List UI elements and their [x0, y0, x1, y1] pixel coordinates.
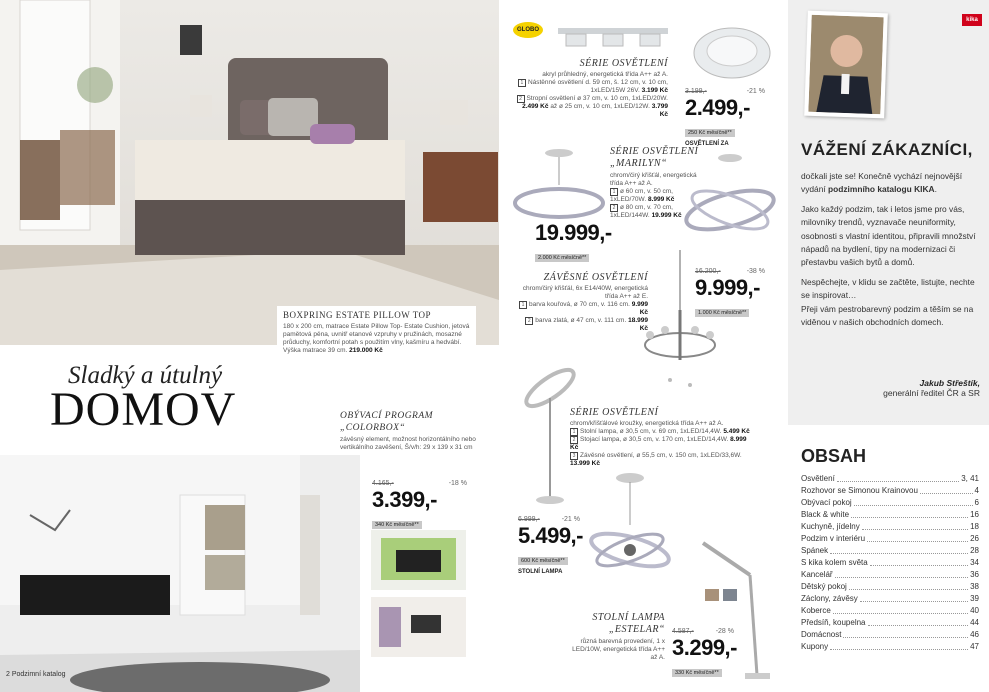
toc-page: 16 — [970, 510, 979, 519]
marilyn-price: 19.999,- — [535, 220, 612, 245]
living-room-photo — [0, 455, 360, 692]
za-price: 2.499,- — [685, 95, 750, 120]
toc-leader — [860, 593, 968, 602]
serie1-title: SÉRIE OSVĚTLENÍ — [579, 58, 668, 69]
toc-label: Podzim v interiéru — [801, 534, 866, 543]
colorbox-discount: -18 % — [448, 480, 467, 487]
welcome-paragraph-4: Přeji vám pestrobarevný podzim a těším se na viděnou v našich obchodních domech. — [801, 303, 974, 328]
toc-page: 28 — [970, 546, 979, 555]
estelar-discount: -28 % — [715, 628, 734, 635]
serie3-block — [570, 407, 755, 468]
toc-leader — [868, 617, 969, 626]
toc-row — [801, 641, 979, 653]
toc-label: Koberce — [801, 606, 831, 615]
toc-page: 18 — [970, 522, 979, 531]
toc-page: 34 — [970, 558, 979, 567]
toc-row — [801, 473, 979, 485]
stolni-discount: -21 % — [561, 516, 580, 523]
stolni-monthly: 600 Kč měsíčně** — [518, 557, 568, 565]
zavesne-monthly: 1.000 Kč měsíčně** — [695, 309, 749, 317]
toc-leader — [854, 497, 973, 506]
stolni-price-block — [518, 516, 583, 575]
welcome-text — [801, 170, 979, 329]
toc-row — [801, 629, 979, 641]
serie1-block — [513, 58, 668, 119]
welcome-heading: VÁŽENÍ ZÁKAZNÍCI, — [801, 140, 973, 159]
estelar-block — [565, 612, 665, 662]
toc-row — [801, 593, 979, 605]
toc-label: Black & white — [801, 510, 850, 519]
toc-row — [801, 497, 979, 509]
toc-page: 46 — [970, 630, 979, 639]
toc-label: Rozhovor se Simonou Krainovou — [801, 486, 918, 495]
estelar-monthly: 330 Kč měsíčně** — [672, 669, 722, 677]
serie3-item2: 2 Stojací lampa, ø 30,5 cm, v. 170 cm, 1xLED/14,4W. 8.999 Kč — [570, 436, 747, 451]
toc-label: Osvětlení — [801, 474, 835, 483]
serie3-title: SÉRIE OSVĚTLENÍ — [570, 407, 659, 418]
toc-leader — [833, 605, 968, 614]
wall-light-image — [558, 24, 668, 48]
ring-pendant-image — [585, 470, 675, 585]
globo-logo: GLOBO — [513, 22, 543, 38]
toc-page: 47 — [970, 642, 979, 651]
toc-leader — [870, 557, 968, 566]
toc-row — [801, 521, 979, 533]
toc-label: Obývací pokoj — [801, 498, 852, 507]
toc-row — [801, 617, 979, 629]
product-caption-box — [277, 306, 476, 368]
toc-label: Kupony — [801, 642, 829, 651]
colorbox-thumb-purple — [371, 597, 466, 657]
serie3-item3: 3 Závěsné osvětlení, ø 55,5 cm, v. 150 cm, 1xLED/33,6W. 13.999 Kč — [570, 452, 742, 467]
zavesne-old-price: 16.200,- — [695, 268, 721, 275]
welcome-paragraph-3: Nespěchejte, v klidu se začtěte, listujte, nechte se inspirovat… — [801, 276, 975, 301]
toc-leader — [837, 473, 959, 482]
toc-label: Kancelář — [801, 570, 833, 579]
serie1-desc: akryl průhledný, energetická třída A++ až A. — [542, 71, 668, 78]
welcome-paragraph-1: dočkali jste se! Konečně vychází nejnovější vydání podzimního katalogu KIKA. — [801, 171, 963, 195]
zavesne-item1: 1 barva kouřová, ø 70 cm, v. 116 cm. 9.999 Kč — [518, 301, 648, 317]
obsah-title: OBSAH — [801, 446, 867, 466]
colorbox-price-block — [372, 480, 467, 531]
zavesne-desc: chrom/čirý křišťál, 6x E14/40W, energetická třída A++ až E. — [522, 285, 648, 300]
colorbox-old-price: 4.165,- — [372, 480, 394, 487]
marilyn-desc: chrom/čirý křišťál, energetická třída A++ až A. — [610, 172, 697, 187]
toc-leader — [862, 521, 968, 530]
colorbox-title: OBÝVACÍ PROGRAM „COLORBOX“ — [340, 411, 434, 433]
headline-big: DOMOV — [50, 383, 237, 436]
toc-page: 3, 41 — [961, 474, 979, 483]
product-desc: 180 x 200 cm, matrace Estate Pillow Top- Estate Cushion, jetová pamětová pěna, uvnitř etanové vzpruhy v pružinách, mosazné průduchy, komfortní potah s použitím vlny, kašmíru a hedvábí. Výška matrace 39 cm. 219.000 Kč — [283, 323, 470, 354]
toc-page: 44 — [970, 618, 979, 627]
page-footer: 2 Podzimní katalog — [6, 671, 66, 678]
toc-row — [801, 581, 979, 593]
marilyn-item2: 2 ø 80 cm, v. 70 cm, 1xLED/144W. 19.999 Kč — [610, 204, 682, 219]
estelar-title: STOLNÍ LAMPA „ESTELAR“ — [592, 612, 665, 635]
za-price-block — [685, 88, 765, 147]
serie3-desc: chrom/křišťálové kroužky, energetická třída A++ až A. — [570, 420, 724, 427]
marilyn-monthly: 2.000 Kč měsíčně** — [535, 254, 589, 262]
colorbox-block — [340, 410, 490, 452]
toc-leader — [843, 629, 968, 638]
stolni-old-price: 6.999,- — [518, 516, 540, 523]
serie1-item1: 1 Nástěnné osvětlení d. 59 cm, š. 12 cm, v. 10 cm, 1xLED/15W 26V. 3.199 Kč — [513, 79, 668, 95]
toc-page: 39 — [970, 594, 979, 603]
za-monthly: 250 Kč měsíčně** — [685, 129, 735, 137]
signer-name: Jakub Střeštík, — [919, 378, 980, 388]
toc-row — [801, 509, 979, 521]
zavesne-discount: -38 % — [746, 268, 765, 275]
toc-leader — [830, 641, 968, 650]
marilyn-price-block — [535, 220, 612, 264]
za-label: OSVĚTLENÍ ZA — [685, 141, 729, 147]
toc-row — [801, 545, 979, 557]
za-discount: -21 % — [746, 88, 765, 95]
toc-leader — [851, 509, 968, 518]
toc-label: Dětský pokoj — [801, 582, 847, 591]
colorbox-price: 3.399,- — [372, 487, 437, 512]
toc-page: 26 — [970, 534, 979, 543]
toc-page: 6 — [974, 498, 979, 507]
serie3-item1: 1 Stolní lampa, ø 30,5 cm, v. 69 cm, 1xLED/14,4W. 5.499 Kč — [570, 428, 755, 436]
zavesne-title: ZÁVĚSNÉ OSVĚTLENÍ — [543, 272, 648, 283]
toc-leader — [830, 545, 968, 554]
toc-label: Domácnost — [801, 630, 842, 639]
toc-page: 4 — [974, 486, 979, 495]
za-old-price: 3.199,- — [685, 88, 707, 95]
zavesne-price: 9.999,- — [695, 275, 760, 300]
zavesne-block — [518, 272, 648, 333]
toc-leader — [867, 533, 968, 542]
zavesne-price-block — [695, 268, 765, 319]
toc-label: S kika kolem světa — [801, 558, 868, 567]
toc-page: 40 — [970, 606, 979, 615]
signer-role: generální ředitel ČR a SR — [883, 388, 980, 398]
estelar-price-block — [672, 628, 737, 679]
toc-row — [801, 533, 979, 545]
toc-label: Předsíň, koupelna — [801, 618, 866, 627]
marilyn-ring-2 — [680, 150, 780, 240]
toc-label: Spánek — [801, 546, 829, 555]
product-price: 219.000 Kč — [349, 347, 383, 354]
product-title: BOXPRING ESTATE PILLOW TOP — [283, 310, 432, 320]
colorbox-monthly: 340 Kč měsíčně** — [372, 521, 422, 529]
stolni-label: STOLNÍ LAMPA — [518, 569, 563, 575]
estelar-old-price: 4.587,- — [672, 628, 694, 635]
marilyn-item1: 1 ø 60 cm, v. 50 cm, 1xLED/70W. 8.999 Kč — [610, 188, 675, 203]
headline-script: Sladký a útulný — [68, 362, 223, 389]
stolni-price: 5.499,- — [518, 523, 583, 548]
signature-block — [820, 378, 980, 398]
colorbox-thumb-green — [371, 530, 466, 590]
bedroom-illustration — [0, 0, 499, 345]
estelar-desc: různá barevná provedení, 1 x LED/10W, energetická třída A++ až A. — [572, 638, 665, 661]
ceo-photo — [804, 11, 888, 119]
colorbox-desc: závěsný element, možnost horizontálního nebo vertikálního zavěšení, Š/v/h: 29 x 139 x 31 cm — [340, 436, 476, 451]
toc-leader — [849, 581, 968, 590]
toc-row — [801, 557, 979, 569]
toc-row — [801, 569, 979, 581]
estelar-price: 3.299,- — [672, 635, 737, 660]
zavesne-item2: 2 barva zlatá, ø 47 cm, v. 111 cm. 18.999 Kč — [518, 317, 648, 333]
toc-label: Záclony, závěsy — [801, 594, 858, 603]
toc-page: 36 — [970, 570, 979, 579]
toc-row — [801, 485, 979, 497]
toc-row — [801, 605, 979, 617]
toc-leader — [835, 569, 969, 578]
serie1-item2: 2 Stropní osvětlení ø 37 cm, v. 10 cm, 1xLED/20W. 2.499 Kč až ø 25 cm, v. 10 cm, 1xLED/12W. 3.799 Kč — [513, 95, 668, 119]
table-of-contents — [801, 473, 979, 653]
toc-leader — [920, 485, 973, 494]
marilyn-title: SÉRIE OSVĚTLENÍ „MARILYN“ — [610, 146, 699, 169]
ceiling-light-image — [690, 18, 775, 83]
bedroom-photo — [0, 0, 499, 345]
marilyn-ring-1 — [512, 145, 607, 225]
welcome-paragraph-2: Jako každý podzim, tak i letos jsme pro vás, milovníky trendů, vyznavače neuniformity, osobnosti s vlastní identitou, připravili množství nápadů na bydlení, tipy na modernizaci či přestavbu vašich bytů a domů. — [801, 203, 976, 268]
toc-label: Kuchyně, jídelny — [801, 522, 860, 531]
toc-page: 38 — [970, 582, 979, 591]
kika-logo: kika — [962, 14, 982, 26]
